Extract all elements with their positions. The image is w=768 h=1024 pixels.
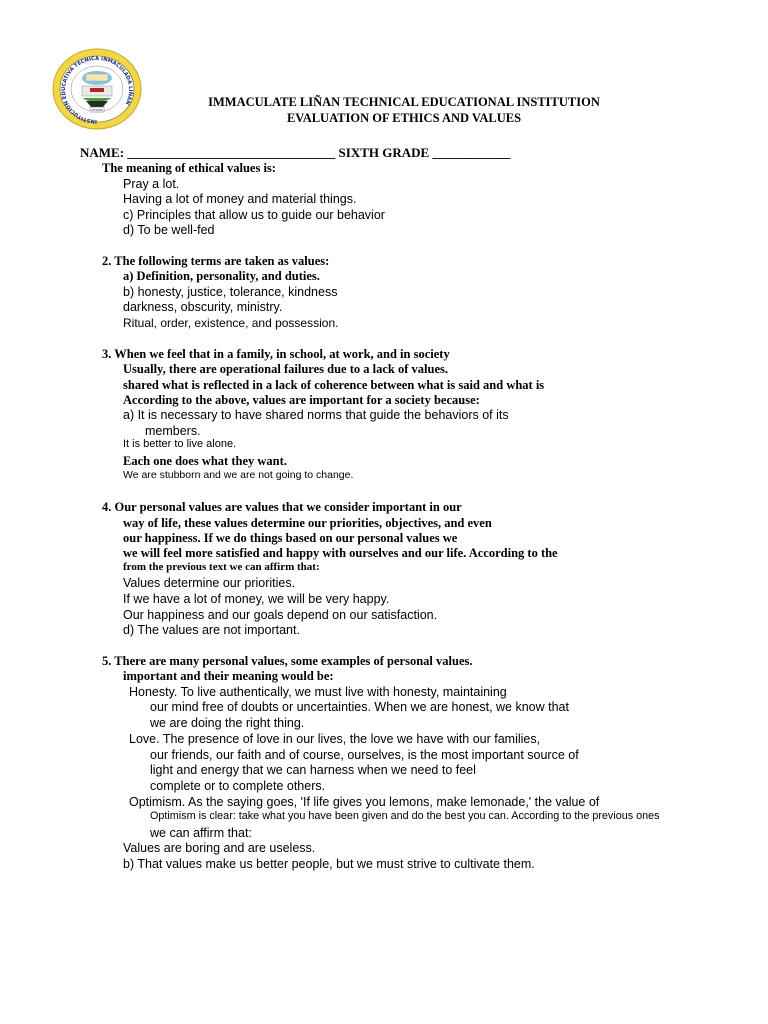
institution-name: IMMACULATE LIÑAN TECHNICAL EDUCATIONAL INSTITUTION [208, 95, 600, 109]
q5-love-line-1 [129, 732, 540, 746]
q2-option-b: b) honesty, justice, tolerance, kindness [123, 285, 338, 299]
q5-optimism-line-2: Optimism is clear: take what you have been given and do the best you can. According to the previous ones [150, 810, 660, 822]
q3-option-d: We are stubborn and we are not going to change. [123, 469, 354, 481]
q1-option-d: d) To be well-fed [123, 223, 215, 237]
q4-line-2: way of life, these values determine our priorities, objectives, and even [123, 516, 492, 530]
q5-option-a: Values are boring and are useless. [123, 841, 316, 855]
q2-option-c: darkness, obscurity, ministry. [123, 300, 283, 314]
q5-optimism-text: Optimism. As the saying goes, 'If life gives you lemons, make lemonade,' the value of [129, 795, 600, 809]
q5-love-line-3: light and energy that we can harness when we need to feel [150, 763, 476, 777]
q5-line-1: 5. There are many personal values, some examples of personal values. [102, 654, 473, 668]
q2-question: 2. The following terms are taken as values: [102, 254, 330, 268]
q3-option-c: Each one does what they want. [123, 454, 287, 468]
q3-line-1: 3. When we feel that in a family, in school, at work, and in society [102, 347, 450, 361]
q5-option-b: b) That values make us better people, but we must strive to cultivate them. [123, 857, 535, 871]
q5-honesty-line-1 [129, 685, 507, 699]
q4-line-1: 4. Our personal values are values that we consider important in our [102, 500, 462, 514]
q5-optimism-line-3: we can affirm that: [150, 826, 252, 840]
q5-honesty-text: Honesty. To live authentically, we must live with honesty, maintaining [129, 685, 507, 699]
q5-love-line-4: complete or to complete others. [150, 779, 326, 793]
q3-option-b: It is better to live alone. [123, 438, 237, 450]
q1-option-a: Pray a lot. [123, 177, 180, 191]
q4-line-4: we will feel more satisfied and happy with ourselves and our life. According to the [123, 546, 558, 560]
q2-option-a: a) Definition, personality, and duties. [123, 269, 320, 283]
q4-line-5: from the previous text we can affirm that: [123, 561, 320, 573]
q5-honesty-line-3: we are doing the right thing. [150, 716, 305, 730]
q5-optimism-line-1 [129, 795, 599, 809]
q1-option-c: c) Principles that allow us to guide our behavior [123, 208, 385, 222]
q4-option-b: If we have a lot of money, we will be very happy. [123, 592, 390, 606]
q1-option-b: Having a lot of money and material things. [123, 192, 357, 206]
q1-question: The meaning of ethical values is: [102, 161, 276, 175]
q4-option-d: d) The values are not important. [123, 623, 300, 637]
q4-option-a: Values determine our priorities. [123, 576, 296, 590]
q3-line-2: Usually, there are operational failures due to a lack of values. [123, 362, 448, 376]
q3-line-3: shared what is reflected in a lack of coherence between what is said and what is [123, 378, 545, 392]
q2-option-d: Ritual, order, existence, and possession. [123, 316, 339, 330]
q3-option-a: a) It is necessary to have shared norms that guide the behaviors of its [123, 408, 509, 422]
q4-option-c: Our happiness and our goals depend on our satisfaction. [123, 608, 438, 622]
q5-line-2: important and their meaning would be: [123, 669, 334, 683]
q3-option-a-cont: members. [145, 424, 201, 438]
logo-banner-text: Lineas [91, 108, 103, 112]
logo-ring-text: INSTITUCIÓN EDUCATIVA TÉCNICA INMACULADA LIÑAN [60, 55, 134, 125]
q5-love-text: Love. The presence of love in our lives, the love we have with our families, [129, 732, 541, 746]
name-grade-line: NAME: ________________________________ SIXTH GRADE ____________ [80, 145, 511, 160]
q5-honesty-line-2: our mind free of doubts or uncertainties. When we are honest, we know that [150, 700, 569, 714]
q3-line-4: According to the above, values are important for a society because: [123, 393, 480, 407]
q4-line-3: our happiness. If we do things based on our personal values we [123, 531, 458, 545]
evaluation-title: EVALUATION OF ETHICS AND VALUES [286, 111, 522, 125]
q5-love-line-2: our friends, our faith and of course, ourselves, is the most important source of [150, 748, 579, 762]
